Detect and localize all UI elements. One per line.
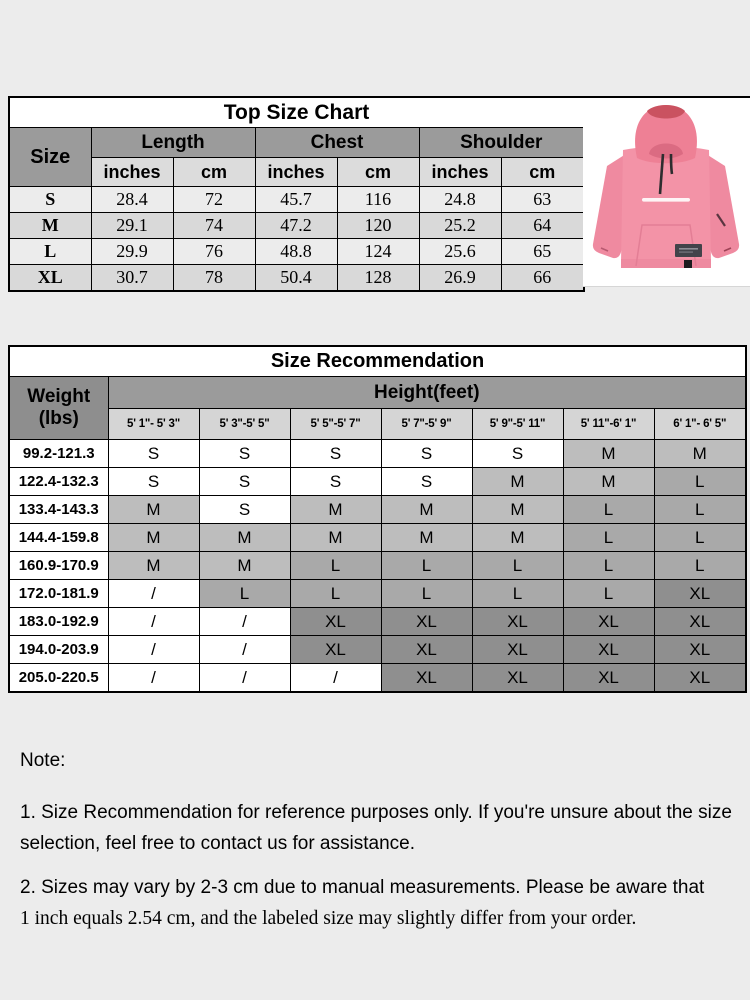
measurement-value: 29.9: [91, 239, 173, 265]
recommended-size-cell: XL: [654, 636, 746, 664]
measurement-value: 65: [501, 239, 584, 265]
size-column-header: Size: [9, 128, 91, 187]
recommended-size-cell: M: [381, 524, 472, 552]
top-chart-row: [9, 213, 584, 239]
recommended-size-cell: L: [563, 524, 654, 552]
weight-range: 99.2-121.3: [9, 440, 108, 468]
measurement-value: 78: [173, 265, 255, 292]
weight-range: 172.0-181.9: [9, 580, 108, 608]
recommended-size-cell: XL: [472, 608, 563, 636]
recommended-size-cell: XL: [381, 664, 472, 693]
weight-range: 133.4-143.3: [9, 496, 108, 524]
weight-range: 194.0-203.9: [9, 636, 108, 664]
recommended-size-cell: M: [290, 496, 381, 524]
unit-header: inches: [255, 158, 337, 187]
note-2: [20, 872, 732, 934]
note-1: 1. Size Recommendation for reference purposes only. If you're unsure about the size selection, feel free to contact us for assistance.: [20, 802, 732, 854]
recommended-size-cell: S: [199, 496, 290, 524]
recommended-size-cell: L: [290, 552, 381, 580]
recommended-size-cell: S: [199, 468, 290, 496]
recommended-size-cell: L: [381, 580, 472, 608]
recommended-size-cell: XL: [654, 580, 746, 608]
recommended-size-cell: M: [472, 496, 563, 524]
recommended-size-cell: L: [654, 468, 746, 496]
unit-header-row: [9, 158, 584, 187]
chest-group-header: Chest: [255, 128, 419, 158]
recommended-size-cell: /: [108, 608, 199, 636]
recommended-size-cell: S: [472, 440, 563, 468]
measurement-value: 30.7: [91, 265, 173, 292]
height-range-header: 5' 3"-5' 5": [199, 409, 290, 440]
measurement-value: 29.1: [91, 213, 173, 239]
recommended-size-cell: M: [199, 552, 290, 580]
recommended-size-cell: M: [563, 440, 654, 468]
unit-header: inches: [419, 158, 501, 187]
rec-chart-row: [9, 608, 746, 636]
recommended-size-cell: /: [108, 664, 199, 693]
recommended-size-cell: L: [654, 524, 746, 552]
recommended-size-cell: L: [199, 580, 290, 608]
measurement-value: 25.2: [419, 213, 501, 239]
measurement-value: 116: [337, 187, 419, 213]
top-chart-row: [9, 265, 584, 292]
recommended-size-cell: XL: [563, 608, 654, 636]
recommended-size-cell: /: [199, 608, 290, 636]
top-chart-title: Top Size Chart: [9, 97, 584, 128]
recommended-size-cell: S: [381, 440, 472, 468]
weight-column-header: Weight (lbs): [9, 377, 108, 440]
measurement-value: 128: [337, 265, 419, 292]
recommended-size-cell: XL: [472, 636, 563, 664]
recommended-size-cell: S: [108, 468, 199, 496]
height-range-header: 6' 1"- 6' 5": [654, 409, 746, 440]
recommended-size-cell: L: [654, 552, 746, 580]
weight-range: 160.9-170.9: [9, 552, 108, 580]
measurement-value: 63: [501, 187, 584, 213]
rec-chart-row: [9, 636, 746, 664]
recommended-size-cell: XL: [290, 608, 381, 636]
recommended-size-cell: M: [381, 496, 472, 524]
top-chart-body: [9, 187, 584, 292]
recommended-size-cell: /: [108, 580, 199, 608]
rec-header-row: [9, 377, 746, 409]
top-chart-row: [9, 187, 584, 213]
note-2-line-1: 2. Sizes may vary by 2-3 cm due to manual measurements. Please be aware that: [20, 877, 705, 898]
recommended-size-cell: M: [108, 524, 199, 552]
unit-header: cm: [173, 158, 255, 187]
recommended-size-cell: S: [199, 440, 290, 468]
height-range-header: 5' 1"- 5' 3": [108, 409, 199, 440]
rec-chart-row: [9, 468, 746, 496]
recommended-size-cell: S: [290, 440, 381, 468]
size-label: M: [9, 213, 91, 239]
weight-range: 144.4-159.8: [9, 524, 108, 552]
rec-chart-row: [9, 496, 746, 524]
height-range-header: 5' 5"-5' 7": [290, 409, 381, 440]
measurement-value: 48.8: [255, 239, 337, 265]
recommended-size-cell: XL: [563, 664, 654, 693]
measurement-value: 120: [337, 213, 419, 239]
hoodie-product-image: [583, 96, 750, 287]
recommended-size-cell: /: [199, 636, 290, 664]
hoodie-illustration: [583, 98, 750, 286]
recommended-size-cell: M: [563, 468, 654, 496]
recommended-size-cell: /: [108, 636, 199, 664]
recommended-size-cell: XL: [654, 608, 746, 636]
measurement-value: 64: [501, 213, 584, 239]
length-group-header: Length: [91, 128, 255, 158]
recommended-size-cell: /: [199, 664, 290, 693]
recommended-size-cell: XL: [563, 636, 654, 664]
recommended-size-cell: L: [472, 552, 563, 580]
recommended-size-cell: XL: [472, 664, 563, 693]
hem-label-patch: [675, 244, 702, 257]
top-chart-title-row: [9, 97, 584, 128]
recommended-size-cell: M: [108, 552, 199, 580]
rec-chart-body: [9, 440, 746, 693]
measurement-value: 26.9: [419, 265, 501, 292]
rec-chart-row: [9, 664, 746, 693]
recommended-size-cell: L: [381, 552, 472, 580]
recommended-size-cell: XL: [381, 608, 472, 636]
recommended-size-cell: M: [472, 524, 563, 552]
measurement-value: 72: [173, 187, 255, 213]
rec-chart-row: [9, 524, 746, 552]
recommended-size-cell: M: [199, 524, 290, 552]
recommended-size-cell: L: [654, 496, 746, 524]
measurement-value: 28.4: [91, 187, 173, 213]
note-heading: Note:: [20, 750, 66, 771]
size-recommendation-table: [8, 345, 747, 693]
measurement-value: 47.2: [255, 213, 337, 239]
recommended-size-cell: M: [654, 440, 746, 468]
shoulder-group-header: Shoulder: [419, 128, 584, 158]
note-2-line-2: 1 inch equals 2.54 cm, and the labeled size may slightly differ from your order.: [20, 908, 637, 929]
weight-range: 205.0-220.5: [9, 664, 108, 693]
weight-range: 183.0-192.9: [9, 608, 108, 636]
recommended-size-cell: L: [563, 552, 654, 580]
measurement-value: 25.6: [419, 239, 501, 265]
height-range-header: 5' 9"-5' 11": [472, 409, 563, 440]
top-chart-row: [9, 239, 584, 265]
height-range-header: 5' 11"-6' 1": [563, 409, 654, 440]
height-group-header: Height(feet): [108, 377, 746, 409]
weight-range: 122.4-132.3: [9, 468, 108, 496]
unit-header: inches: [91, 158, 173, 187]
size-label: XL: [9, 265, 91, 292]
measurement-value: 76: [173, 239, 255, 265]
recommended-size-cell: L: [290, 580, 381, 608]
rec-chart-row: [9, 580, 746, 608]
measurement-value: 124: [337, 239, 419, 265]
recommended-size-cell: L: [472, 580, 563, 608]
recommended-size-cell: XL: [654, 664, 746, 693]
measurement-value: 74: [173, 213, 255, 239]
rec-title-row: [9, 346, 746, 377]
measurement-value: 50.4: [255, 265, 337, 292]
recommended-size-cell: XL: [381, 636, 472, 664]
measurement-value: 24.8: [419, 187, 501, 213]
rec-chart-row: [9, 552, 746, 580]
unit-header: cm: [501, 158, 584, 187]
height-range-header: 5' 7"-5' 9": [381, 409, 472, 440]
recommended-size-cell: S: [108, 440, 199, 468]
measurement-value: 45.7: [255, 187, 337, 213]
size-label: S: [9, 187, 91, 213]
recommended-size-cell: S: [381, 468, 472, 496]
top-size-chart-table: [8, 96, 585, 292]
recommended-size-cell: M: [108, 496, 199, 524]
recommended-size-cell: /: [290, 664, 381, 693]
recommended-size-cell: S: [290, 468, 381, 496]
recommended-size-cell: L: [563, 580, 654, 608]
height-range-header-row: [9, 409, 746, 440]
rec-chart-title: Size Recommendation: [9, 346, 746, 377]
rec-chart-row: [9, 440, 746, 468]
unit-header: cm: [337, 158, 419, 187]
recommended-size-cell: M: [290, 524, 381, 552]
recommended-size-cell: XL: [290, 636, 381, 664]
recommended-size-cell: L: [563, 496, 654, 524]
size-label: L: [9, 239, 91, 265]
measurement-value: 66: [501, 265, 584, 292]
recommended-size-cell: M: [472, 468, 563, 496]
chest-logo: [642, 198, 690, 202]
top-chart-group-header-row: [9, 128, 584, 158]
